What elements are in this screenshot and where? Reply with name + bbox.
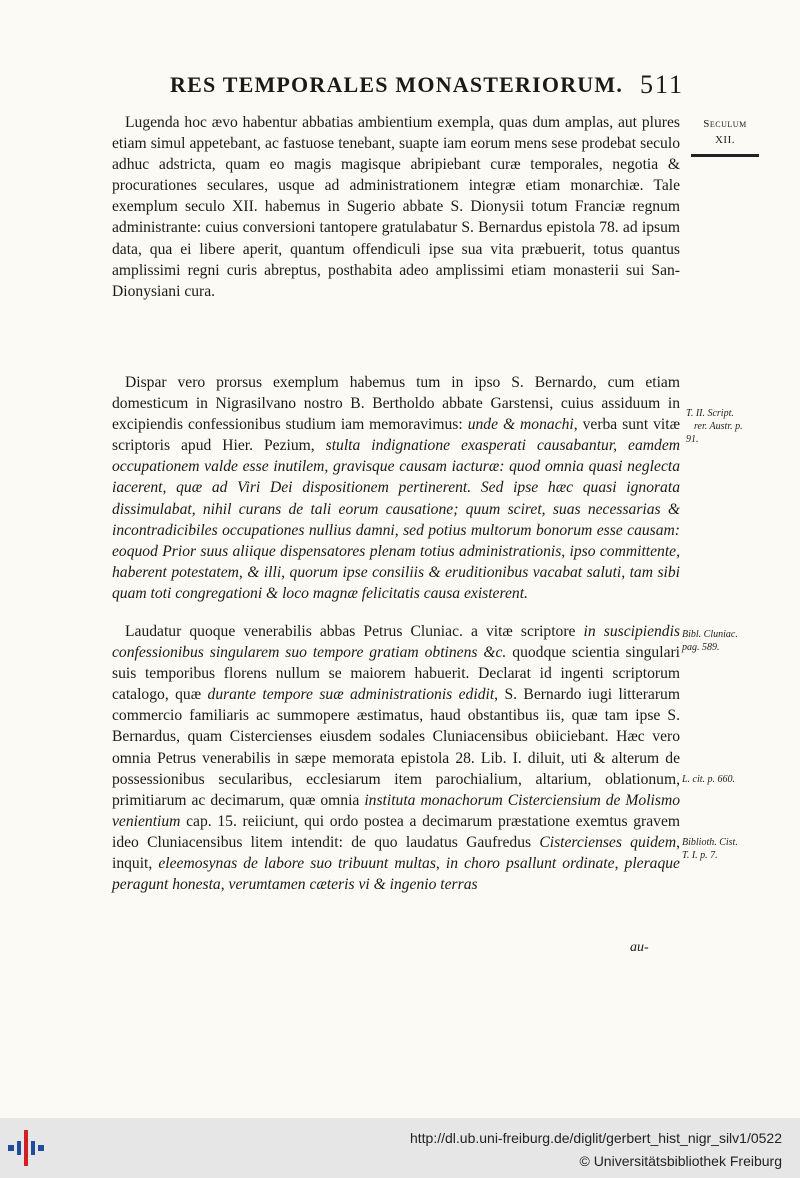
page-number: 511 [640,70,685,99]
margin-note-script-rer-austr [686,407,743,446]
paragraph-2-text [112,372,680,604]
p2-quotation: stulta indignatione exasperati causabantur, eamdem occupationem valde esse inutilem, gravisque causam iacturæ: quod omnia quasi neglecta iacerent, quæ ad Viri Dei dispositionem pertinerent. Sed ipse hæc quasi ignorata dissimulabat, nihil curans de tali eorum causatione; quum sciret, suas necessarias & incontradicibiles occupationes nullius damni, sed potius multorum bonorum esse causam: eoquod Prior suus aliique dispensatores plenam totius administrationis, ipso committente, haberent potestatem, & illi, quorum ipse consiliis & eruditionibus vacabat saluti, tam sibi quam toti congregationi & loco magnæ felicitatis causa existerent. [112,437,681,602]
p3-seg-m: , [614,855,619,873]
margin-note-3: L. cit. p. 660. [682,774,736,785]
p3-seg-c: quodque scientia singulari suis temporibus florens nullum se maiorem habuerit. Declarat id ingenti scriptorum catalogo, quæ [112,644,681,704]
p3-seg-h: Cistercienses quidem [539,833,677,851]
margin-note-4-line-1: Biblioth. Cist. [682,837,738,848]
paragraph-1 [112,112,680,302]
p2-quote-start: unde & monachi [467,416,574,434]
margin-note-1-line-3: 91. [686,434,699,445]
paragraph-3-text [112,621,680,895]
margin-note-1-line-1: T. II. Script. [686,408,734,419]
margin-note-2-line-2: pag. 589. [682,642,720,653]
p3-seg-g: cap. 15. reiiciunt, qui ordo postea a decimarum præstatione exemtus gravem ideo Cluniacensibus litem intendit: de quo laudatus Gaufredus [112,812,680,851]
p2-intro: Dispar vero prorsus exemplum habemus tum in ipso S. Bernardo, cum etiam domesticum in Nigrasilvano nostro B. Bertholdo abbate Garstensi, cuius assiduum in excipiendis confessionibus studium iam memoravimus: [112,374,680,434]
p3-seg-e: , S. Bernardo iugi litterarum commercio familiaris ac summopere æstimatus, haud obstantibus iis, quæ tam ipse S. Bernardus, quam Cistercienses eiusdem sodales Cluniacensibus obiiciebant. Hæc vero omnia Petrus venerabilis in sæpe memorata epistola 28. Lib. I. diluit, uti & alterum de possessionibus secularibus, ecclesiarum item parochialium, altarium, oblationum, primitiarum ac decimarum, quæ omnia [112,686,680,809]
paragraph-2 [112,372,680,604]
paragraph-1-text: Lugenda hoc ævo habentur abbatias ambientium exempla, quas dum amplas, aut plures etiam simul appetebant, ac fastuose tenebant, suapte iam eorum mens sese prodebat seculo adhuc adstricta, quam eo magis magisque abripiebant curæ temporales, negotia & procurationes seculares, usque ad administrationem integræ etiam monarchiæ. Tale exemplum seculo XII. habemus in Sugerio abbate S. Dionysii totum Franciæ regnum administrante: cuius conversioni tantopere gratulabatur S. Bernardus epistola 78. ad ipsum data, qua ei libere aperit, quantum offendiculi ipse sua vita præbuerit, totus quantus amplissimi regni curis abreptus, posthabita adeo amplissimi etiam monasterii sui San-Dionysiani cura. [112,114,680,300]
p3-seg-o: , [220,876,225,894]
margin-note-2-line-1: Bibl. Cluniac. [682,629,738,640]
viewer-footer [0,1118,800,1178]
p2-attribution: , verba sunt vitæ scriptoris apud Hier. Pezium, [112,416,680,455]
p3-seg-b: in suscipiendis confessionibus singularem suo tempore gratiam obtinens &c. [112,623,680,662]
p3-seg-d: durante tempore suæ administrationis edidit [207,686,495,704]
margin-note-1-line-2: rer. Austr. p. [694,421,743,432]
catchword: au- [630,940,649,955]
document-url[interactable]: http://dl.ub.uni-freiburg.de/diglit/gerbert_hist_nigr_silv1/0522 [409,1130,782,1146]
p3-seg-k: , [435,855,440,873]
p3-seg-l: in choro psallunt ordinate [445,855,615,873]
paragraph-3 [112,621,680,895]
p3-seg-a: Laudatur quoque venerabilis abbas Petrus Cluniac. a vitæ scriptore [125,623,576,640]
page-header [170,72,690,104]
p3-seg-n: pleraque peragunt honesta [112,855,680,894]
p3-seg-j: eleemosynas de labore suo tribuunt multas [158,855,436,873]
seculum-label: Seculum [703,118,747,130]
margin-note-bibl-cluniac [682,628,738,654]
copyright-notice: © Universitätsbibliothek Freiburg [579,1153,782,1169]
p3-seg-p: verumtamen cæteris vi & ingenio terras [228,876,478,894]
library-logo-icon [8,1128,52,1168]
p3-seg-f: instituta monachorum Cisterciensium de Molismo venientium [112,791,680,830]
seculum-rule [691,154,759,157]
margin-seculum [691,116,759,157]
margin-note-4-line-2: T. I. p. 7. [682,850,718,861]
margin-note-biblioth-cist [682,836,738,862]
p3-seg-i: , inquit, [112,833,680,873]
margin-note-loc-cit [682,773,735,786]
running-title: RES TEMPORALES MONASTERIORUM. [170,72,624,97]
seculum-value: XII. [714,134,736,146]
